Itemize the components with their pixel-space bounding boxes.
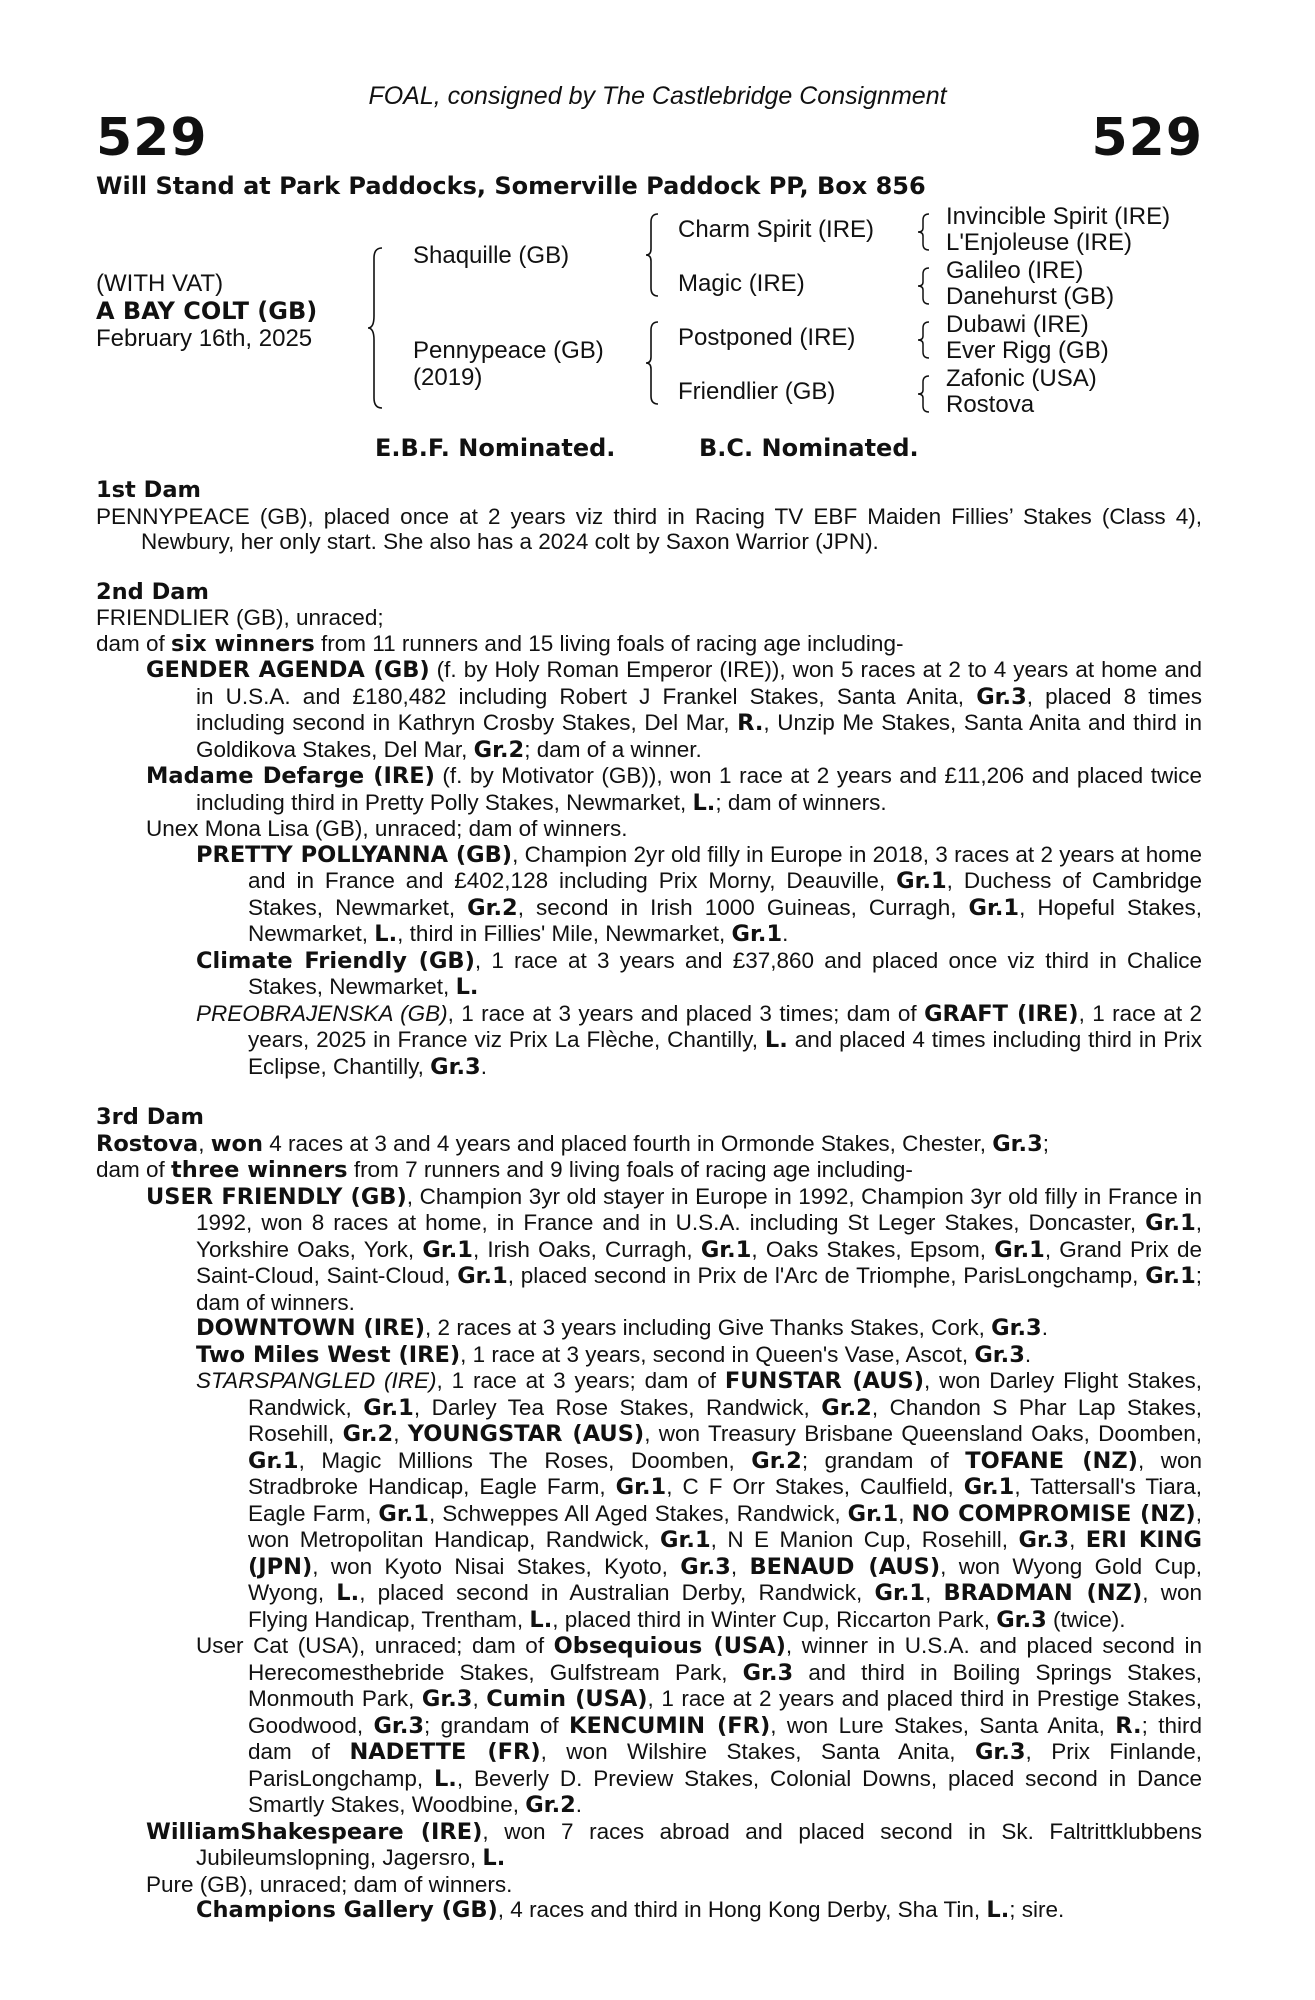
- bold-text: Obsequious (USA): [553, 1633, 786, 1659]
- bold-text: BRADMAN (NZ): [943, 1580, 1143, 1606]
- entry-text: dam of: [96, 630, 172, 656]
- bold-text: FUNSTAR (AUS): [724, 1368, 925, 1394]
- pedigree-entry: [96, 1872, 1202, 1898]
- pedigree-entry: [96, 1819, 1202, 1872]
- bold-text: Gr.1: [731, 921, 783, 947]
- bold-text: L.: [455, 974, 479, 1000]
- pedigree-entry: [96, 1342, 1202, 1369]
- entry-text: dam of: [96, 1157, 172, 1182]
- entry-text: , won Flying Handicap, Trentham,: [248, 1580, 1202, 1632]
- bold-text: Two Miles West (IRE): [196, 1341, 461, 1368]
- bold-text: L.: [764, 1027, 788, 1053]
- entry-text: , N E Manion Cup, Rosehill,: [710, 1527, 1019, 1552]
- bold-text: Cumin (USA): [486, 1686, 648, 1712]
- entry-text: , C F Orr Stakes, Caulfield,: [666, 1474, 964, 1499]
- pedigree-entry: [96, 657, 1202, 763]
- bold-text: R.: [737, 710, 764, 736]
- pedigree-entry: [96, 1131, 1202, 1158]
- entry-text: , Magic Millions The Roses, Doomben,: [298, 1447, 752, 1473]
- pedigree-bracket-g3-1: [918, 214, 934, 250]
- entry-text: , Yorkshire Oaks, York,: [196, 1210, 1202, 1262]
- bold-text: TOFANE (NZ): [965, 1447, 1138, 1474]
- entry-text: , Hopeful Stakes, Newmarket,: [248, 894, 1202, 946]
- pedigree-entry: [96, 1157, 1202, 1184]
- pedigree-bracket-g3-3: [918, 322, 934, 358]
- entry-text: PENNYPEACE (GB), placed once at 2 years viz third in Racing TV EBF Maiden Fillies’ Stakes (Class 4), Newbury, her only start. She also has a 2024 colt by Saxon Warrior (JPN).: [96, 503, 1202, 554]
- pedigree-g3-2: L'Enjoleuse (IRE): [946, 229, 1132, 256]
- section-1st-dam: [96, 478, 1202, 555]
- entry-text: , won 7 races abroad and placed second in Sk. Faltrittklubbens Jubileumslopning, Jagersro,: [196, 1818, 1202, 1870]
- entry-text: ; dam of a winner.: [524, 736, 702, 762]
- bold-text: Gr.3: [991, 1315, 1042, 1341]
- entry-text: from 11 runners and 15 living foals of racing age including-: [314, 630, 904, 656]
- bold-text: Gr.1: [378, 1500, 429, 1527]
- bold-text: Gr.1: [963, 1474, 1015, 1500]
- horse-name: A BAY COLT (GB): [96, 297, 318, 325]
- bold-text: Gr.2: [467, 894, 518, 921]
- entry-text: , won Lure Stakes, Santa Anita,: [770, 1712, 1116, 1738]
- pedigree-g3-8: Rostova: [946, 391, 1035, 418]
- entry-text: , won Treasury Brisbane Queensland Oaks, Doomben,: [644, 1421, 1202, 1446]
- entry-text: , third in Fillies' Mile, Newmarket,: [397, 921, 732, 946]
- bold-text: YOUNGSTAR (AUS): [407, 1421, 645, 1447]
- bold-text: R.: [1115, 1712, 1142, 1739]
- entry-text: , 4 races and third in Hong Kong Derby, Sha Tin,: [497, 1897, 987, 1922]
- bold-text: Gr.1: [847, 1500, 899, 1527]
- bold-text: Gr.3: [976, 683, 1027, 710]
- entry-text: from 7 runners and 9 living foals of racing age including-: [347, 1157, 913, 1182]
- bold-text: Gr.1: [1145, 1263, 1196, 1289]
- pedigree-dam-sire: Postponed (IRE): [678, 324, 856, 351]
- pedigree-entry: [96, 631, 1202, 658]
- entry-text: ,: [898, 1500, 912, 1526]
- bold-text: Gr.1: [700, 1236, 752, 1263]
- entry-text: and placed 4 times including third in Prix Eclipse, Chantilly,: [248, 1027, 1202, 1079]
- bold-text: Gr.1: [896, 868, 947, 894]
- ebf-nominated: E.B.F. Nominated.: [375, 434, 616, 462]
- entry-text: .: [1041, 1315, 1048, 1340]
- pedigree-g3-5: Dubawi (IRE): [946, 311, 1089, 338]
- bold-text: six winners: [171, 630, 315, 657]
- entry-text: .: [575, 1792, 583, 1817]
- entry-text: , Oaks Stakes, Epsom,: [751, 1236, 995, 1262]
- entry-text: ,: [730, 1553, 750, 1579]
- pedigree-entry: [96, 1315, 1202, 1342]
- bold-text: L.: [529, 1606, 553, 1633]
- entry-text: .: [1024, 1341, 1032, 1367]
- bold-text: Gr.3: [373, 1712, 425, 1739]
- entry-text: ; grandam of: [801, 1447, 966, 1473]
- pedigree-entry: [96, 1001, 1202, 1081]
- entry-text: ,: [393, 1421, 408, 1446]
- bold-text: Champions Gallery (GB): [196, 1897, 498, 1923]
- stabling-line: Will Stand at Park Paddocks, Somerville Paddock PP, Box 856: [96, 172, 926, 200]
- bold-text: Gr.3: [974, 1341, 1025, 1368]
- italic-text: STARSPANGLED (IRE): [196, 1368, 437, 1393]
- pedigree-entry: [96, 1184, 1202, 1316]
- consignor-line: FOAL, consigned by The Castlebridge Consignment: [368, 82, 947, 110]
- bold-text: Gr.2: [473, 736, 525, 763]
- bold-text: Gr.1: [363, 1394, 414, 1421]
- entry-text: , won Metropolitan Handicap, Randwick,: [248, 1500, 1202, 1552]
- pedigree-bracket-g3-2: [918, 268, 934, 304]
- entry-text: , Schweppes All Aged Stakes, Randwick,: [428, 1500, 848, 1526]
- entry-text: Pure (GB), unraced; dam of winners.: [146, 1871, 513, 1897]
- entry-text: ,: [1069, 1527, 1086, 1552]
- entry-text: , placed second in Prix de l'Arc de Triomphe, ParisLongchamp,: [507, 1263, 1146, 1288]
- section-heading: 3rd Dam: [96, 1104, 204, 1130]
- bold-text: PRETTY POLLYANNA (GB): [196, 841, 513, 868]
- bold-text: Gr.2: [751, 1447, 802, 1474]
- section-2nd-dam: [96, 580, 1202, 1081]
- bold-text: Gr.2: [821, 1394, 872, 1421]
- bold-text: WilliamShakespeare (IRE): [146, 1818, 483, 1845]
- bold-text: Gr.3: [742, 1659, 794, 1686]
- bold-text: Gr.3: [430, 1053, 481, 1080]
- bold-text: USER FRIENDLY (GB): [146, 1183, 407, 1210]
- bold-text: L.: [374, 921, 398, 947]
- pedigree-g3-3: Galileo (IRE): [946, 257, 1084, 284]
- pedigree-entry: [96, 1368, 1202, 1633]
- entry-text: , Beverly D. Preview Stakes, Colonial Downs, placed second in Dance Smartly Stakes, Woodbine,: [248, 1765, 1202, 1817]
- bold-text: Gr.1: [660, 1527, 711, 1553]
- bold-text: L.: [986, 1897, 1010, 1923]
- bc-nominated: B.C. Nominated.: [699, 434, 919, 462]
- bold-text: L.: [336, 1580, 360, 1606]
- bold-text: Gr.3: [680, 1553, 731, 1580]
- pedigree-entry: [96, 816, 1202, 842]
- entry-text: , Tattersall's Tiara, Eagle Farm,: [248, 1474, 1202, 1526]
- entry-text: , won Darley Flight Stakes, Randwick,: [248, 1368, 1202, 1420]
- bold-text: Gr.3: [974, 1739, 1026, 1765]
- pedigree-bracket-dam: [646, 322, 664, 404]
- entry-text: , 1 race at 3 years; dam of: [436, 1368, 725, 1393]
- entry-text: , placed second in Australian Derby, Randwick,: [359, 1580, 875, 1605]
- bold-text: three winners: [171, 1157, 348, 1183]
- bold-text: DOWNTOWN (IRE): [196, 1315, 426, 1341]
- bold-text: Gr.1: [994, 1236, 1045, 1263]
- entry-text: ; third dam of: [248, 1712, 1202, 1764]
- bold-text: Climate Friendly (GB): [196, 947, 475, 974]
- pedigree-g3-6: Ever Rigg (GB): [946, 337, 1109, 364]
- section-heading: 1st Dam: [96, 477, 201, 503]
- entry-text: ,: [472, 1686, 487, 1711]
- bold-text: NADETTE (FR): [349, 1739, 541, 1765]
- entry-text: , 1 race at 2 years and placed third in Prestige Stakes, Goodwood,: [248, 1686, 1202, 1738]
- bold-text: Gr.2: [342, 1421, 394, 1447]
- bold-text: BENAUD (AUS): [749, 1553, 941, 1580]
- bold-text: Gr.1: [968, 894, 1020, 921]
- entry-text: , winner in U.S.A. and placed second in Herecomesthebride Stakes, Gulfstream Park,: [248, 1633, 1202, 1685]
- lot-number-right: 529: [1091, 108, 1203, 168]
- bold-text: Madame Defarge (IRE): [146, 763, 435, 789]
- entry-text: , 1 race at 3 years and placed 3 times; dam of: [447, 1000, 925, 1026]
- bold-text: Gr.3: [992, 1130, 1043, 1157]
- entry-text: FRIENDLIER (GB), unraced;: [96, 605, 384, 630]
- pedigree-entry: [96, 763, 1202, 816]
- entry-text: ,: [198, 1130, 211, 1156]
- entry-text: , placed third in Winter Cup, Riccarton Park,: [552, 1606, 997, 1632]
- entry-text: , second in Irish 1000 Guineas, Curragh,: [517, 894, 969, 920]
- lot-number-left: 529: [96, 108, 208, 168]
- section-heading: 2nd Dam: [96, 578, 209, 605]
- bold-text: Gr.1: [1145, 1210, 1196, 1236]
- entry-text: , won Stradbroke Handicap, Eagle Farm,: [248, 1447, 1202, 1499]
- pedigree-sire-sire: Charm Spirit (IRE): [678, 216, 875, 243]
- bold-text: Gr.1: [248, 1447, 299, 1474]
- bold-text: Gr.1: [874, 1580, 926, 1606]
- entry-text: , won Kyoto Nisai Stakes, Kyoto,: [312, 1553, 681, 1579]
- pedigree-sire: Shaquille (GB): [413, 242, 570, 269]
- entry-text: .: [782, 921, 789, 946]
- bold-text: KENCUMIN (FR): [569, 1712, 771, 1739]
- bold-text: L.: [433, 1765, 457, 1792]
- entry-text: , 2 races at 3 years including Give Thanks Stakes, Cork,: [425, 1315, 992, 1340]
- entry-text: (f. by Motivator (GB)), won 1 race at 2 years and £11,206 and placed twice including third in Pretty Polly Stakes, Newmarket,: [196, 763, 1202, 815]
- section-3rd-dam: [96, 1105, 1202, 1924]
- entry-text: , won Wyong Gold Cup, Wyong,: [248, 1553, 1202, 1605]
- pedigree-entry: [96, 1897, 1202, 1924]
- bold-text: GENDER AGENDA (GB): [146, 657, 430, 683]
- foaling-date: February 16th, 2025: [96, 325, 313, 352]
- entry-text: , Champion 3yr old stayer in Europe in 1992, Champion 3yr old filly in France in 1992, won 8 races at home, in France and in U.S.A. including St Leger Stakes, Doncaster,: [196, 1183, 1203, 1235]
- bold-text: Rostova: [96, 1130, 199, 1157]
- entry-text: , Duchess of Cambridge Stakes, Newmarket,: [248, 868, 1203, 920]
- entry-text: .: [480, 1053, 487, 1079]
- entry-text: , 1 race at 2 years, 2025 in France viz Prix La Flèche, Chantilly,: [248, 1000, 1202, 1052]
- pedigree-dam-dam: Friendlier (GB): [678, 378, 836, 405]
- produce-record: [96, 478, 1202, 1924]
- pedigree-g3-7: Zafonic (USA): [946, 365, 1097, 392]
- entry-text: (twice).: [1046, 1606, 1126, 1632]
- entry-text: , 1 race at 3 years and £37,860 and placed once viz third in Chalice Stakes, Newmarket,: [248, 947, 1202, 999]
- pedigree-entry: [96, 948, 1202, 1001]
- pedigree-entry: [96, 1633, 1202, 1819]
- entry-text: , Champion 2yr old filly in Europe in 2018, 3 races at 2 years at home and in France and £402,128 including Prix Morny, Deauville,: [248, 841, 1202, 893]
- entry-text: , Darley Tea Rose Stakes, Randwick,: [413, 1394, 822, 1420]
- pedigree-entry: [96, 842, 1202, 948]
- pedigree-g3-1: Invincible Spirit (IRE): [946, 203, 1171, 230]
- bold-text: Gr.3: [421, 1686, 473, 1712]
- entry-text: , 1 race at 3 years, second in Queen's Vase, Ascot,: [460, 1341, 975, 1367]
- entry-text: 4 races at 3 and 4 years and placed fourth in Ormonde Stakes, Chester,: [263, 1130, 993, 1156]
- bold-text: L.: [692, 789, 716, 816]
- entry-text: ,: [925, 1580, 944, 1605]
- pedigree-bracket-main: [368, 248, 388, 408]
- entry-text: , Unzip Me Stakes, Santa Anita and third in Goldikova Stakes, Del Mar,: [196, 710, 1202, 762]
- entry-text: (f. by Holy Roman Emperor (IRE)), won 5 races at 2 to 4 years at home and in U.S.A. and £180,482 including Robert J Frankel Stakes, Santa Anita,: [196, 657, 1202, 709]
- bold-text: won: [210, 1130, 264, 1157]
- bold-text: Gr.3: [1018, 1527, 1070, 1553]
- pedigree-g3-4: Danehurst (GB): [946, 283, 1115, 310]
- entry-text: and third in Boiling Springs Stakes, Monmouth Park,: [248, 1659, 1202, 1711]
- bold-text: Gr.3: [996, 1606, 1047, 1633]
- bold-text: L.: [482, 1845, 506, 1871]
- pedigree-dam-year: (2019): [413, 364, 483, 391]
- bold-text: Gr.1: [457, 1263, 508, 1289]
- entry-text: , Chandon S Phar Lap Stakes, Rosehill,: [248, 1394, 1202, 1446]
- entry-text: , Prix Finlande, ParisLongchamp,: [248, 1739, 1202, 1791]
- pedigree-entry: [96, 605, 1202, 631]
- bold-text: Gr.1: [615, 1474, 667, 1500]
- bold-text: NO COMPROMISE (NZ): [911, 1500, 1196, 1527]
- entry-text: ; sire.: [1009, 1897, 1065, 1922]
- pedigree-dam: Pennypeace (GB): [413, 337, 604, 364]
- bold-text: Gr.1: [422, 1236, 473, 1263]
- entry-text: , won Wilshire Stakes, Santa Anita,: [540, 1739, 975, 1764]
- pedigree-sire-dam: Magic (IRE): [678, 270, 805, 297]
- entry-text: , placed 8 times including second in Kathryn Crosby Stakes, Del Mar,: [196, 683, 1203, 735]
- vat-note: (WITH VAT): [96, 270, 224, 297]
- pedigree-bracket-g3-4: [918, 376, 934, 412]
- pedigree-entry: [96, 504, 1202, 555]
- entry-text: , Grand Prix de Saint-Cloud, Saint-Cloud,: [196, 1236, 1202, 1288]
- entry-text: User Cat (USA), unraced; dam of: [196, 1633, 554, 1658]
- entry-text: ; dam of winners.: [196, 1263, 1203, 1315]
- italic-text: PREOBRAJENSKA (GB): [196, 1000, 448, 1026]
- bold-text: ERI KING (JPN): [248, 1527, 1202, 1580]
- bold-text: Gr.2: [525, 1792, 576, 1818]
- entry-text: ; grandam of: [424, 1712, 570, 1738]
- pedigree-bracket-sire: [646, 214, 664, 296]
- entry-text: ;: [1042, 1130, 1050, 1156]
- entry-text: Unex Mona Lisa (GB), unraced; dam of winners.: [146, 816, 628, 841]
- bold-text: GRAFT (IRE): [924, 1000, 1079, 1027]
- entry-text: ; dam of winners.: [715, 789, 887, 815]
- entry-text: , Irish Oaks, Curragh,: [472, 1236, 701, 1262]
